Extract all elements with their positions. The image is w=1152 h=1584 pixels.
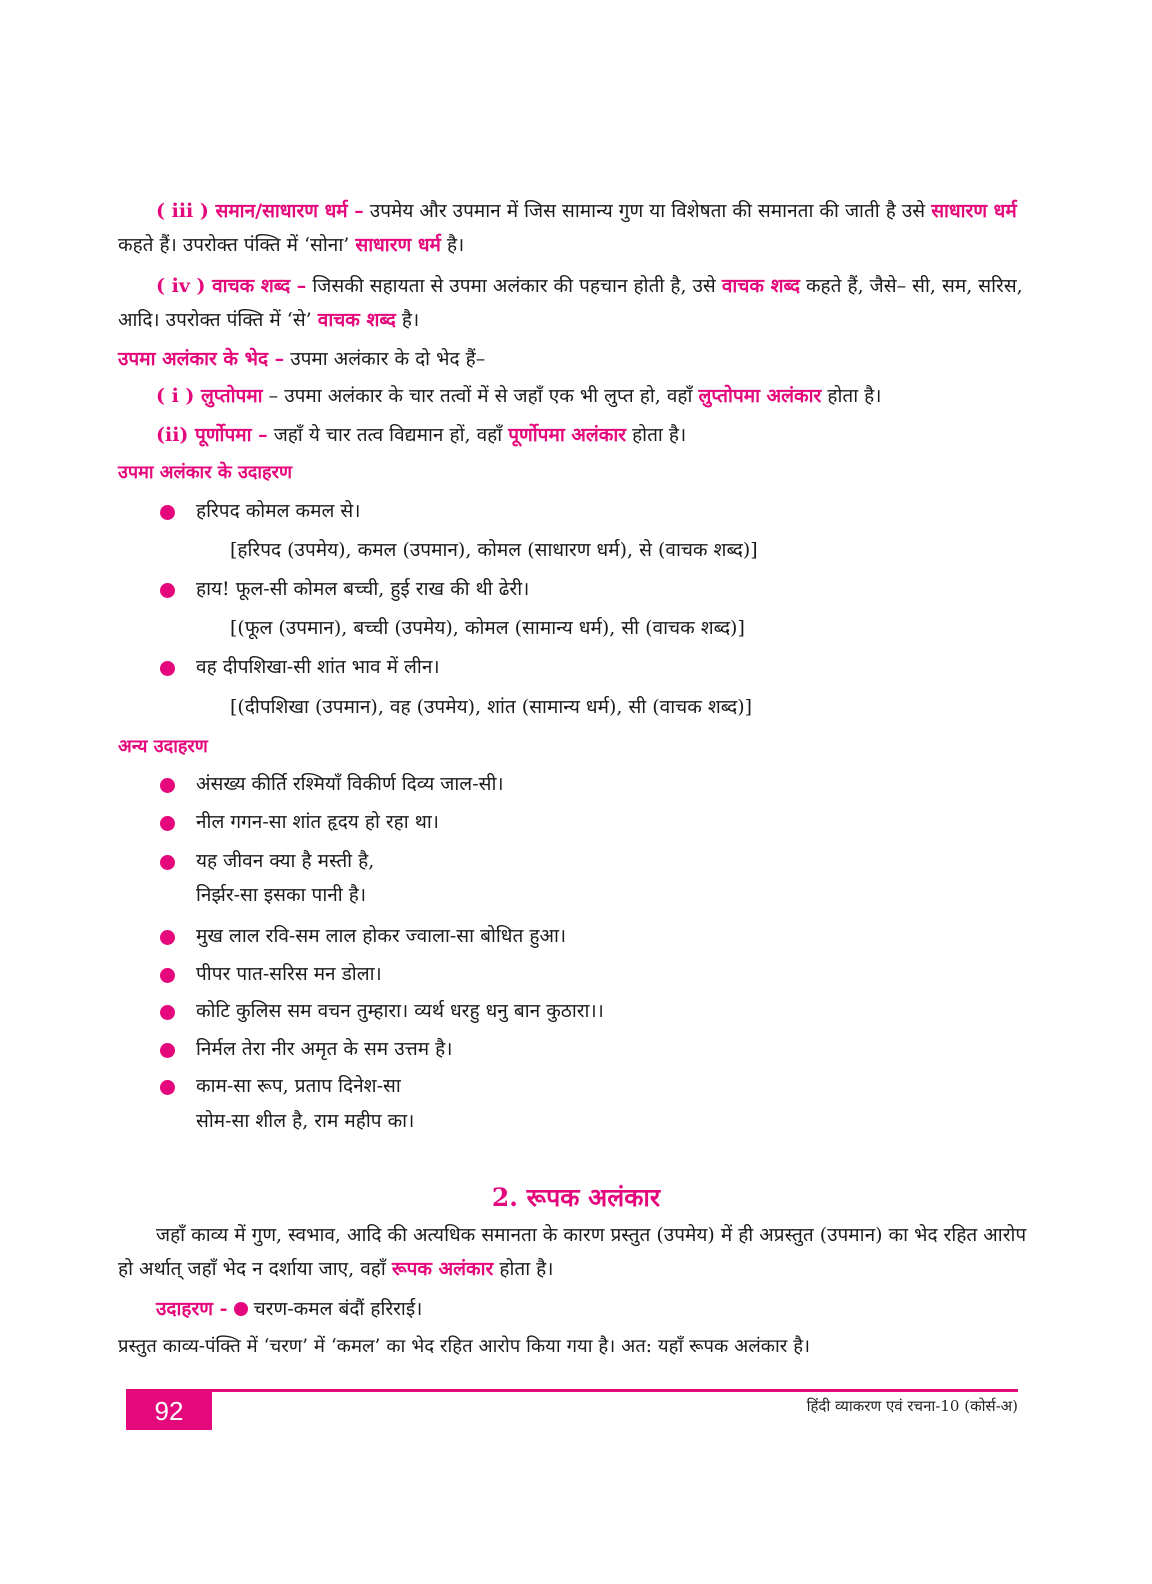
example-note: [हरिपद (उपमेय), कमल (उपमान), कोमल (साधारण धर्म), से (वाचक शब्द)] xyxy=(230,539,758,561)
bullet-icon xyxy=(160,583,175,598)
rupak-example: उदाहरण - चरण-कमल बंदौं हरिराई। xyxy=(156,1298,423,1320)
rupak-definition: जहाँ काव्य में गुण, स्वभाव, आदि की अत्यधिक समानता के कारण प्रस्तुत (उपमेय) में ही अप्रस्तुत (उपमान) का भेद रहित आरोप हो अर्थात् जहाँ भेद न दर्शाया जाए, वहाँ रूपक अलंकार होता है। xyxy=(118,1224,1027,1280)
bullet-icon xyxy=(160,778,175,793)
list-item: निर्मल तेरा नीर अमृत के सम उत्तम है। xyxy=(196,1038,453,1060)
bullet-icon xyxy=(234,1302,248,1316)
page-number: 92 xyxy=(126,1392,212,1430)
bullet-icon xyxy=(160,855,175,870)
bhed-heading: उपमा अलंकार के भेद – xyxy=(118,348,285,370)
bullet-icon xyxy=(160,505,175,520)
para-samaan-dharm: ( iii ) समान/साधारण धर्म – उपमेय और उपमान में जिस सामान्य गुण या विशेषता की समानता की जाती है उसे साधारण धर्म कहते हैं। उपरोक्त पंक्ति में ‘सोना’ साधारण धर्म है। xyxy=(118,200,1017,256)
bullet-icon xyxy=(160,930,175,945)
list-item: नील गगन-सा शांत हृदय हो रहा था। xyxy=(196,811,439,833)
list-item: काम-सा रूप, प्रताप दिनेश-सा xyxy=(196,1075,401,1097)
marker-iii: ( iii ) समान/साधारण धर्म – xyxy=(156,200,364,222)
example-line: वह दीपशिखा-सी शांत भाव में लीन। xyxy=(196,656,440,678)
examples-heading: उपमा अलंकार के उदाहरण xyxy=(118,462,292,483)
bullet-icon xyxy=(160,968,175,983)
bullet-icon xyxy=(160,661,175,676)
section-title: 2. रूपक अलंकार xyxy=(491,1183,661,1212)
list-item: कोटि कुलिस सम वचन तुम्हारा। व्यर्थ धरहु धनु बान कुठारा।। xyxy=(196,1000,604,1022)
bullet-icon xyxy=(160,816,175,831)
list-item: निर्झर-सा इसका पानी है। xyxy=(196,884,367,906)
rupak-explanation: प्रस्तुत काव्य-पंक्ति में ‘चरण’ में ‘कमल’ का भेद रहित आरोप किया गया है। अत: यहाँ रूपक अलंकार है। xyxy=(118,1336,811,1357)
list-item: पीपर पात-सरिस मन डोला। xyxy=(196,963,382,985)
example-line: हाय! फूल-सी कोमल बच्ची, हुई राख की थी ढेरी। xyxy=(196,578,530,600)
bullet-icon xyxy=(160,1080,175,1095)
bhed-line: उपमा अलंकार के भेद – उपमा अलंकार के दो भेद हैं– xyxy=(118,348,486,370)
luptopama-line: ( i ) लुप्तोपमा – उपमा अलंकार के चार तत्वों में से जहाँ एक भी लुप्त हो, वहाँ लुप्तोपमा अलंकार होता है। xyxy=(156,385,882,407)
poornopama-line: (ii) पूर्णोपमा – जहाँ ये चार तत्व विद्यमान हों, वहाँ पूर्णोपमा अलंकार होता है। xyxy=(156,424,687,446)
list-item: सोम-सा शील है, राम महीप का। xyxy=(196,1110,415,1132)
footer-rule xyxy=(126,1389,1018,1392)
example-note: [(दीपशिखा (उपमान), वह (उपमेय), शांत (सामान्य धर्म), सी (वाचक शब्द)] xyxy=(230,696,753,718)
bullet-icon xyxy=(160,1043,175,1058)
book-title: हिंदी व्याकरण एवं रचना-10 (कोर्स-अ) xyxy=(806,1397,1018,1415)
example-note: [(फूल (उपमान), बच्ची (उपमेय), कोमल (सामान्य धर्म), सी (वाचक शब्द)] xyxy=(230,617,745,639)
marker-iv: ( iv ) वाचक शब्द – xyxy=(156,275,307,297)
other-heading: अन्य उदाहरण xyxy=(118,736,208,757)
list-item: अंसख्य कीर्ति रश्मियाँ विकीर्ण दिव्य जाल-सी। xyxy=(196,773,504,795)
list-item: यह जीवन क्या है मस्ती है, xyxy=(196,850,375,872)
bullet-icon xyxy=(160,1005,175,1020)
list-item: मुख लाल रवि-सम लाल होकर ज्वाला-सा बोधित हुआ। xyxy=(196,925,567,947)
example-line: हरिपद कोमल कमल से। xyxy=(196,500,361,522)
para-vaachak-shabd: ( iv ) वाचक शब्द – जिसकी सहायता से उपमा अलंकार की पहचान होती है, उसे वाचक शब्द कहते हैं, जैसे– सी, सम, सरिस, आदि। उपरोक्त पंक्ति में ‘से’ वाचक शब्द है। xyxy=(118,275,1023,331)
